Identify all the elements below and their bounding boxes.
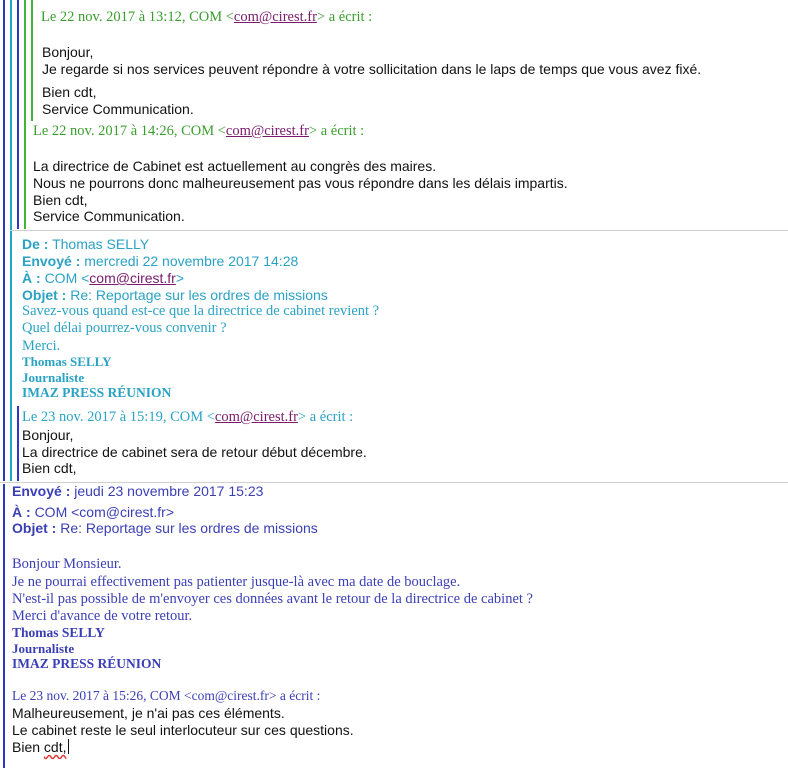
msg1-header: Le 22 nov. 2017 à 13:12, COM <com@cirest.fr> a écrit : — [41, 9, 373, 25]
msg3-sent: Envoyé : mercredi 22 novembre 2017 14:28 — [22, 253, 299, 269]
msg3-sig-title: Journaliste — [22, 370, 85, 385]
msg3-body3: Merci. — [22, 338, 61, 354]
msg1-sign2: Service Communication. — [42, 101, 194, 117]
msg2-sign2: Service Communication. — [33, 208, 185, 224]
msg5-body2: Je ne pourrai effectivement pas patienter jusque-là avec ma date de bouclage. — [12, 574, 461, 590]
msg5-to: À : COM <com@cirest.fr> — [12, 504, 175, 520]
msg2-line1: La directrice de Cabinet est actuellement au congrès des maires. — [33, 158, 437, 174]
quote-bar — [3, 484, 5, 768]
msg3-subject: Objet : Re: Reportage sur les ordres de missions — [22, 287, 328, 303]
quote-bar — [10, 0, 12, 481]
msg5-body1: Bonjour Monsieur. — [12, 556, 122, 572]
msg3-sig-org: IMAZ PRESS RÉUNION — [22, 385, 172, 400]
msg4-line2: La directrice de cabinet sera de retour début décembre. — [22, 444, 367, 460]
msg3-body2: Quel délai pourrez-vous convenir ? — [22, 320, 227, 336]
text-cursor — [68, 739, 69, 754]
msg5-sig-title: Journaliste — [12, 641, 75, 656]
msg4-line1: Bonjour, — [22, 427, 74, 443]
separator — [10, 230, 788, 231]
quote-bar — [31, 0, 33, 121]
msg6-line3[interactable]: Bien cdt, — [12, 739, 67, 755]
msg2-header: Le 22 nov. 2017 à 14:26, COM <com@cirest.fr> a écrit : — [33, 123, 365, 139]
spellcheck-word: cdt, — [43, 739, 67, 755]
quote-bar — [24, 0, 26, 229]
email-link[interactable]: com@cirest.fr — [89, 270, 176, 286]
msg3-to: À : COM <com@cirest.fr> — [22, 270, 185, 286]
msg2-line2: Nous ne pourrons donc malheureusement pas vous répondre dans les délais impartis. — [33, 175, 568, 191]
msg1-line2: Je regarde si nos services peuvent répondre à votre sollicitation dans le laps de temps que vous avez fixé. — [42, 61, 702, 77]
quote-bar — [17, 406, 19, 481]
msg2-sign1: Bien cdt, — [33, 192, 88, 208]
email-link[interactable]: com@cirest.fr — [225, 123, 309, 139]
msg6-line2: Le cabinet reste le seul interlocuteur sur ces questions. — [12, 722, 354, 738]
msg3-body1: Savez-vous quand est-ce que la directrice de cabinet revient ? — [22, 303, 380, 319]
msg5-body3: N'est-il pas possible de m'envoyer ces données avant le retour de la directrice de cabinet ? — [12, 591, 533, 607]
msg3-sig-name: Thomas SELLY — [22, 354, 112, 369]
msg5-body4: Merci d'avance de votre retour. — [12, 608, 193, 624]
msg4-header: Le 23 nov. 2017 à 15:19, COM <com@cirest.fr> a écrit : — [22, 409, 354, 425]
msg5-subject: Objet : Re: Reportage sur les ordres de missions — [12, 520, 318, 536]
msg5-sig-name: Thomas SELLY — [12, 625, 105, 640]
msg6-line1: Malheureusement, je n'ai pas ces éléments. — [12, 705, 285, 721]
quote-bar — [3, 0, 5, 481]
email-link[interactable]: com@cirest.fr — [214, 409, 298, 425]
email-link[interactable]: com@cirest.fr — [233, 9, 317, 25]
msg5-sig-org: IMAZ PRESS RÉUNION — [12, 656, 162, 671]
msg6-header: Le 23 nov. 2017 à 15:26, COM <com@cirest.fr> a écrit : — [12, 688, 321, 703]
msg4-line3: Bien cdt, — [22, 460, 77, 476]
msg5-sent: Envoyé : jeudi 23 novembre 2017 15:23 — [12, 483, 264, 499]
msg3-from: De : Thomas SELLY — [22, 236, 150, 252]
msg1-line1: Bonjour, — [42, 44, 94, 60]
quote-bar — [17, 0, 19, 229]
msg1-sign1: Bien cdt, — [42, 84, 97, 100]
